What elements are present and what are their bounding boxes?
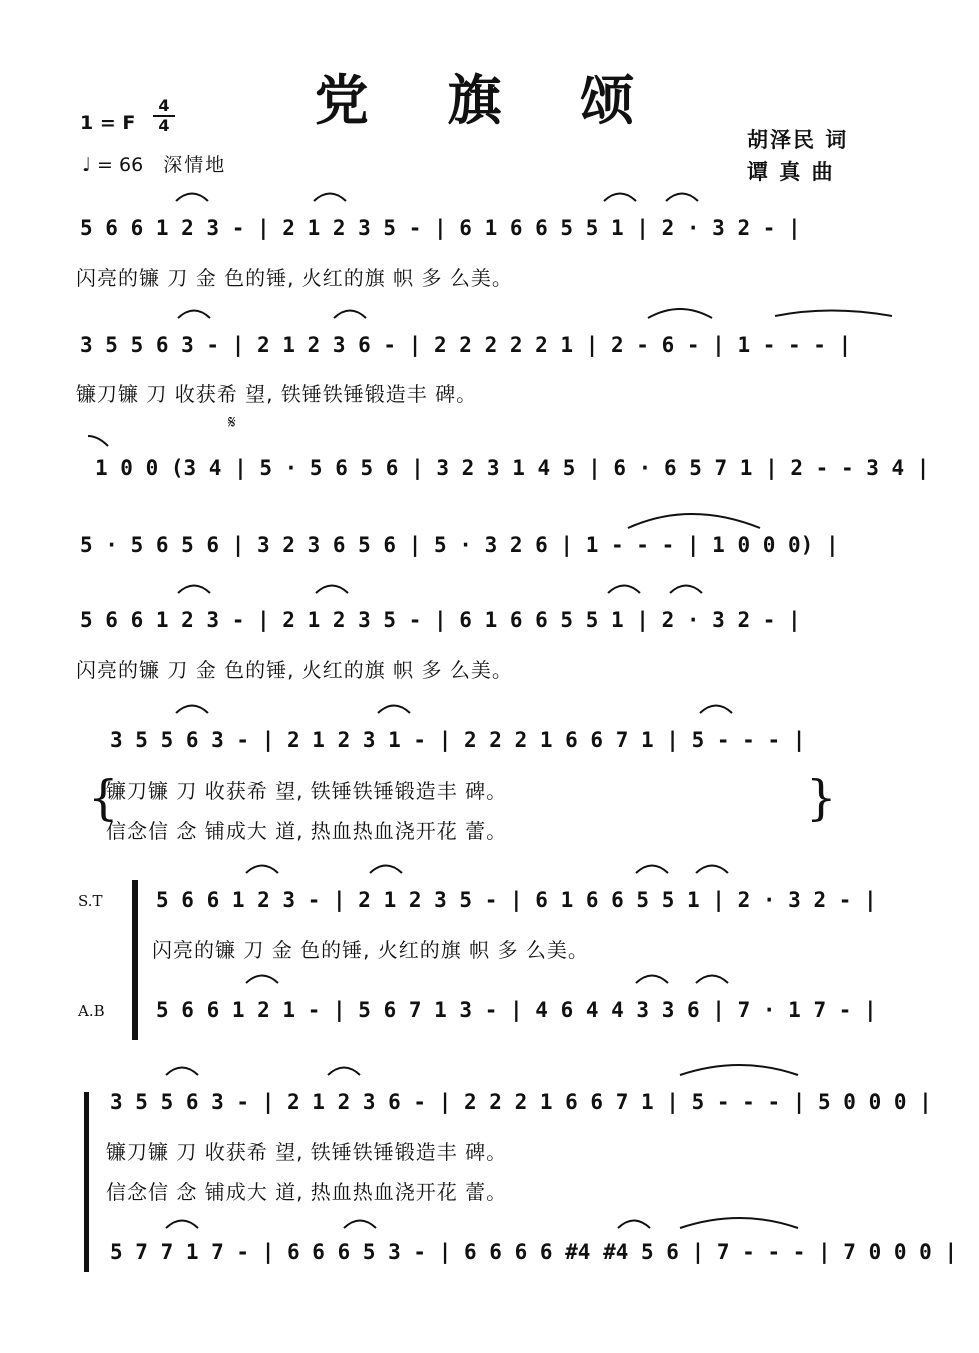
lyricist-credit: 胡泽民 词 [747,128,849,152]
slur-arc [628,514,760,528]
segno-sign: 𝄋 [228,412,236,433]
slur-arc [178,586,210,594]
lyric-line-9b: 信念信 念 铺成大 道, 热血热血浇开花 蕾。 [106,1180,508,1204]
notation-line-8-ab: 5 6 6 1 2 1 - | 5 6 7 1 3 - | 4 6 4 4 3 3 6 | 7 · 1 7 - | [156,998,877,1022]
slur-arc [775,311,892,317]
notation-line-6: 3 5 5 6 3 - | 2 1 2 3 1 - | 2 2 2 1 6 6 7 1 | 5 - - - | [110,728,806,752]
time-signature-top: 4 [158,96,170,115]
key-signature: 1 = F [80,112,136,134]
notation-line-7-st: 5 6 6 1 2 3 - | 2 1 2 3 5 - | 6 1 6 6 5 5 1 | 2 · 3 2 - | [156,888,877,912]
lyric-line-1: 闪亮的镰 刀 金 色的锤, 火红的旗 帜 多 么美。 [76,266,513,290]
slur-arc [316,586,348,594]
slur-arc [176,706,208,714]
notation-line-4: 5 · 5 6 5 6 | 3 2 3 6 5 6 | 5 · 3 2 6 | 1 - - - | 1 0 0 0) | [80,533,839,557]
slur-arc [178,311,210,319]
slur-arc [696,866,728,874]
slur-arc [636,976,668,984]
notation-line-1: 5 6 6 1 2 3 - | 2 1 2 3 5 - | 6 1 6 6 5 5 1 | 2 · 3 2 - | [80,216,801,240]
slur-arc [166,1221,198,1229]
lyric-line-5: 闪亮的镰 刀 金 色的锤, 火红的旗 帜 多 么美。 [76,658,513,682]
slur-arc [680,1218,798,1228]
slur-arc [88,436,108,446]
slur-arc [680,1065,798,1075]
lyric-brace-right: } [806,770,837,826]
slur-arc [334,311,366,319]
slur-arc [176,194,208,202]
tempo-value: = 66 [97,154,144,176]
slur-arc [666,194,698,202]
composer-credit: 谭 真 曲 [747,160,835,184]
voice-label-ab: A.B [78,1002,105,1020]
lyric-line-6b: 信念信 念 铺成大 道, 热血热血浇开花 蕾。 [106,819,508,843]
quarter-note-icon: ♩ [82,154,91,176]
lyric-line-2: 镰刀镰 刀 收获希 望, 铁锤铁锤锻造丰 碑。 [76,382,478,406]
lyric-line-7: 闪亮的镰 刀 金 色的锤, 火红的旗 帜 多 么美。 [152,938,589,962]
slur-arc [328,1068,360,1076]
slur-arc [370,866,402,874]
slur-arc [166,1068,198,1076]
slur-arc [618,1221,650,1229]
lyric-line-6a: 镰刀镰 刀 收获希 望, 铁锤铁锤锻造丰 碑。 [106,779,508,803]
voice-label-st: S.T [78,892,103,910]
notation-line-9-st: 3 5 5 6 3 - | 2 1 2 3 6 - | 2 2 2 1 6 6 7 1 | 5 - - - | 5 0 0 0 | [110,1090,932,1114]
slur-arc [648,309,712,318]
notation-line-10-ab: 5 7 7 1 7 - | 6 6 6 5 3 - | 6 6 6 6 #4 #4 5 6 | 7 - - - | 7 0 0 0 | [110,1240,958,1264]
slur-arc [378,706,410,714]
slur-arc [314,194,346,202]
slur-arc [696,976,728,984]
time-signature-bottom: 4 [158,116,170,135]
expression-marking: 深情地 [163,154,227,176]
slur-arc [246,976,278,984]
lyric-brace-left: { [88,770,119,826]
slur-arc [246,866,278,874]
notation-line-5: 5 6 6 1 2 3 - | 2 1 2 3 5 - | 6 1 6 6 5 5 1 | 2 · 3 2 - | [80,608,801,632]
notation-line-2: 3 5 5 6 3 - | 2 1 2 3 6 - | 2 2 2 2 2 1 | 2 - 6 - | 1 - - - | [80,333,852,357]
slur-arc [608,586,640,594]
slur-arc [670,586,702,594]
slur-arc [636,866,668,874]
slur-arc [700,706,732,714]
notation-line-3: 1 0 0 (3 4 | 5 · 5 6 5 6 | 3 2 3 1 4 5 | 6 · 6 5 7 1 | 2 - - 3 4 | [95,456,930,480]
slur-arc [604,194,636,202]
lyric-line-9a: 镰刀镰 刀 收获希 望, 铁锤铁锤锻造丰 碑。 [106,1140,508,1164]
slur-arc [344,1221,376,1229]
song-title: 党 旗 颂 [314,68,665,132]
